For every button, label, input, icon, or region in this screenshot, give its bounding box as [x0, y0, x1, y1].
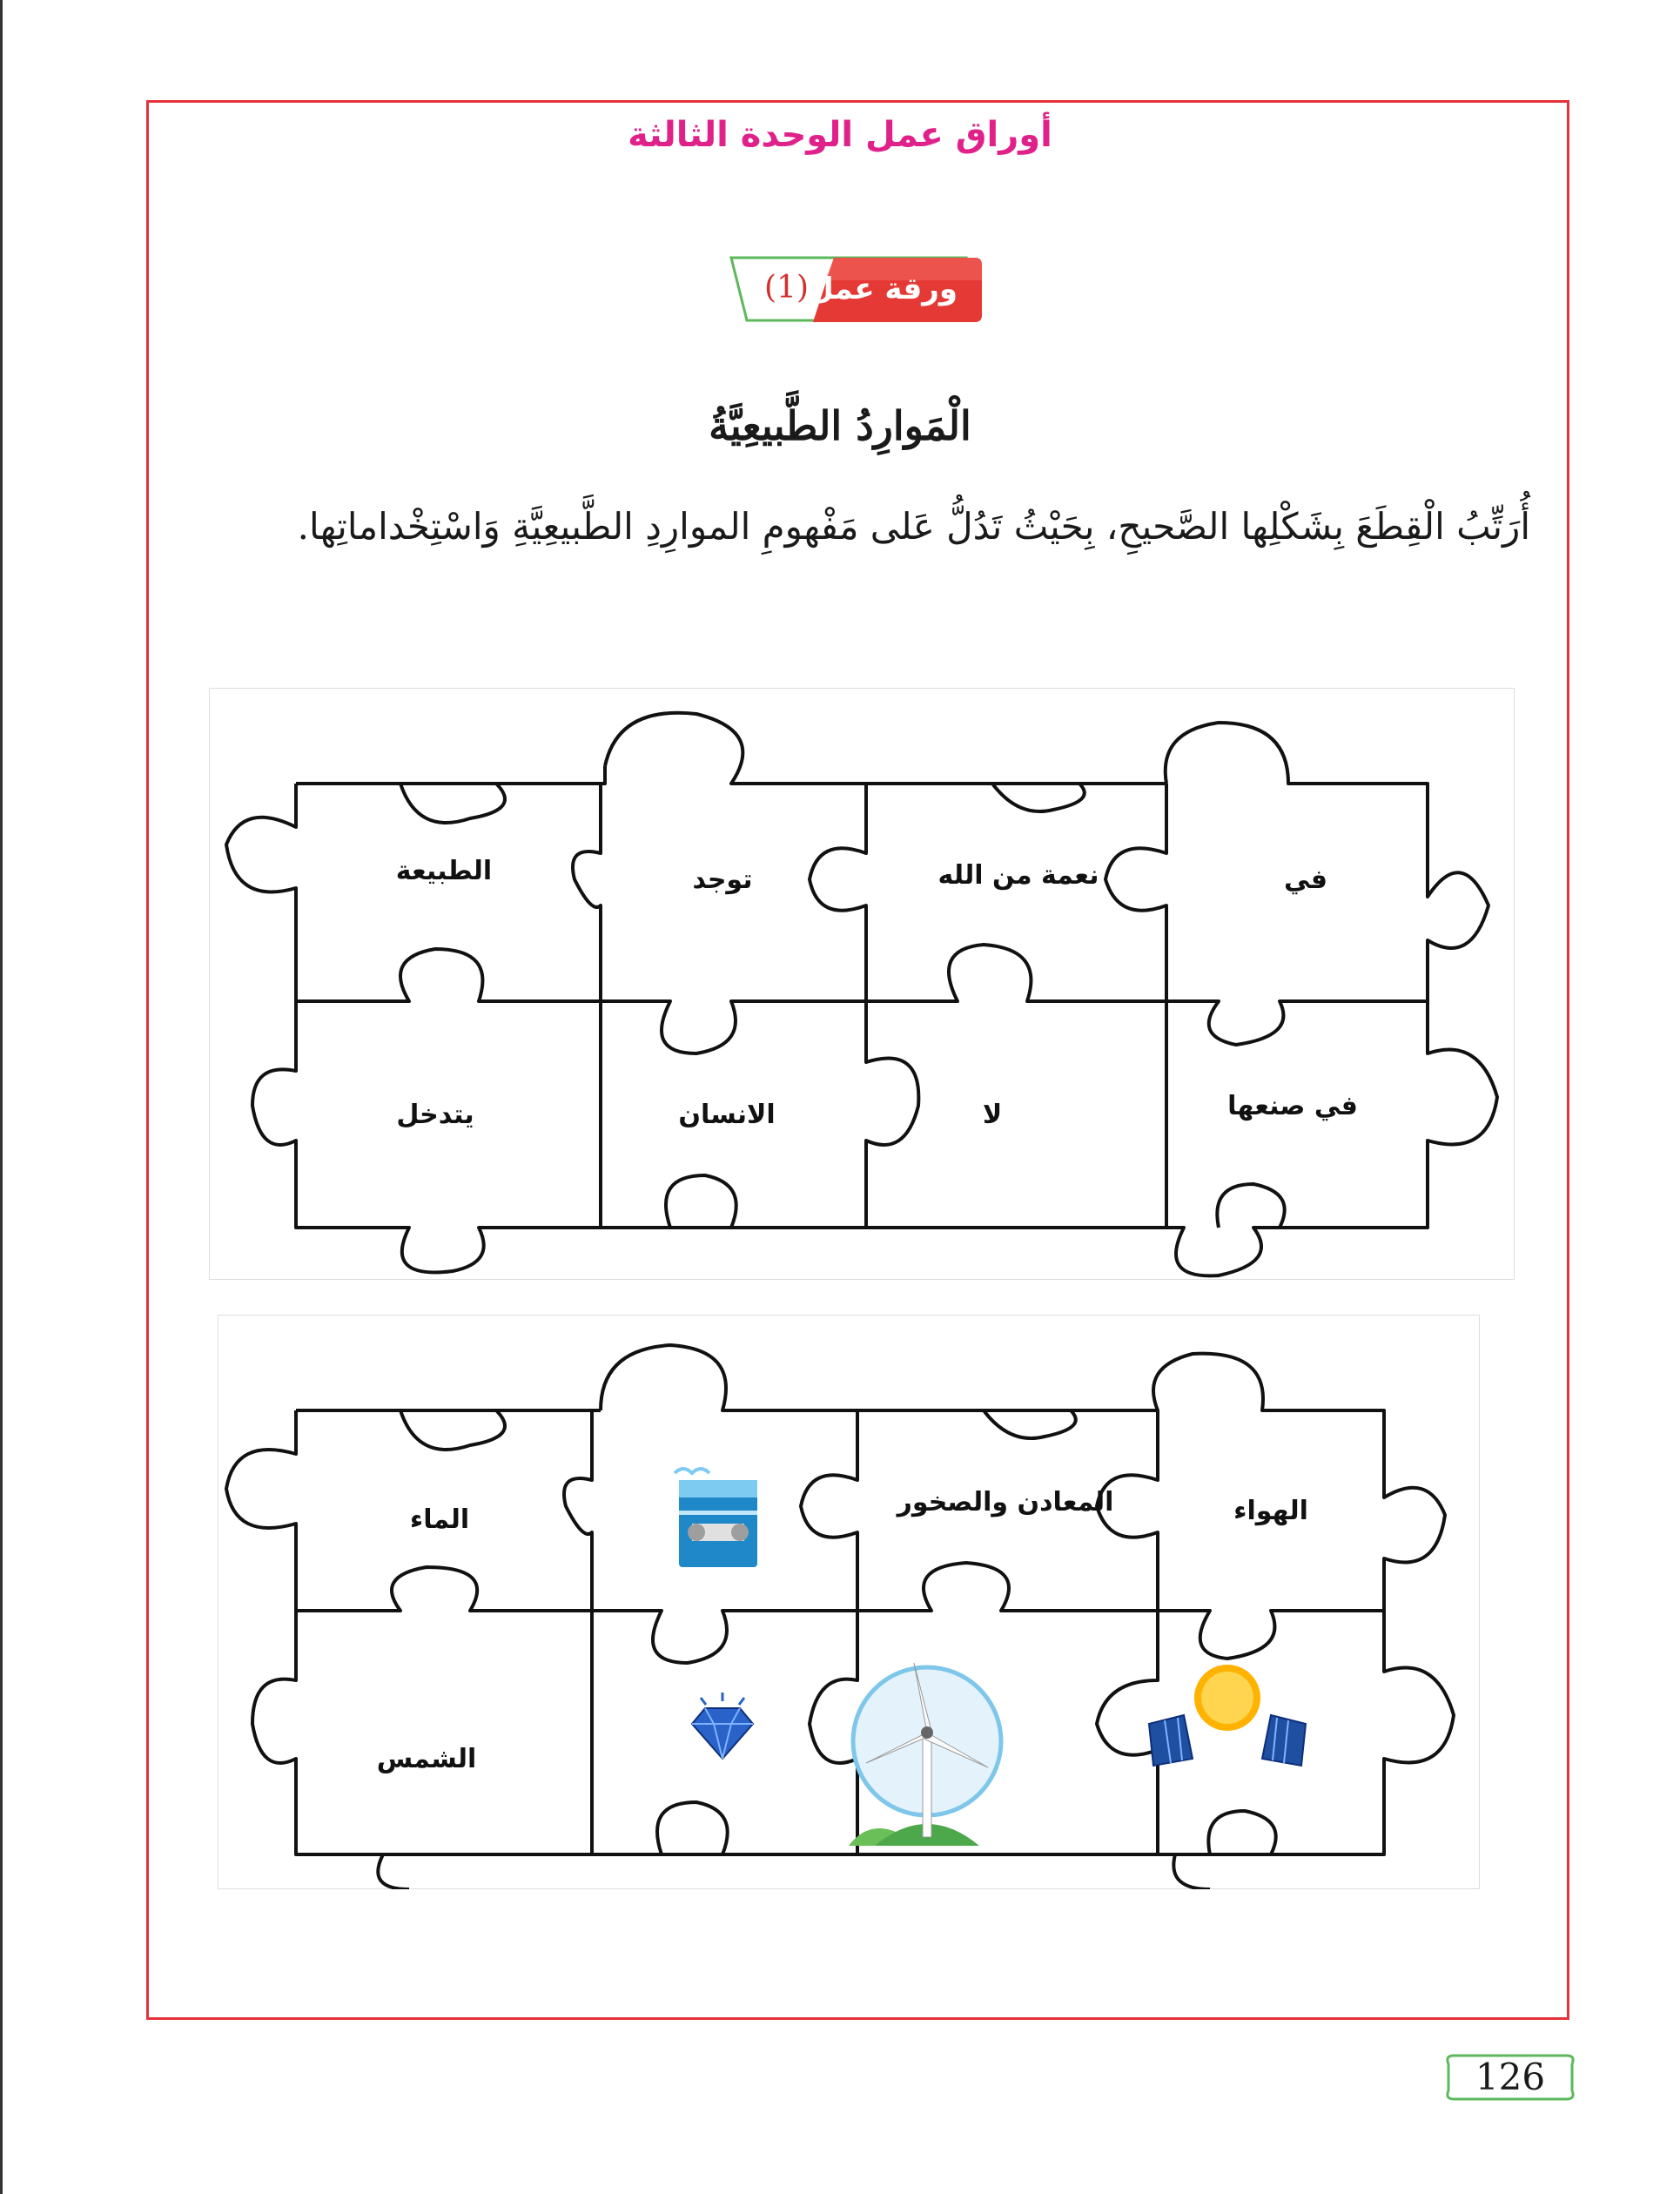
piece-word[interactable]: في [1284, 865, 1327, 895]
piece-word[interactable]: توجد [692, 865, 753, 895]
piece-word[interactable]: الشمس [376, 1744, 477, 1774]
piece-word[interactable]: يتدخل [396, 1100, 474, 1130]
piece-word[interactable]: الهواء [1233, 1496, 1308, 1526]
piece-word[interactable]: الانسان [678, 1100, 776, 1130]
worksheet-badge [729, 254, 984, 326]
piece-word[interactable]: في صنعها [1227, 1091, 1358, 1121]
unit-title: أوراق عمل الوحدة الثالثة [628, 115, 1052, 155]
puzzle-resources [218, 1315, 1480, 1889]
topic-title: الْمَوارِدُ الطَّبيعِيَّةُ [709, 402, 971, 449]
piece-word[interactable]: نعمة من الله [937, 860, 1099, 891]
page-number: 126 [1475, 2056, 1546, 2098]
piece-word[interactable]: الماء [409, 1504, 470, 1535]
puzzle-words [209, 688, 1515, 1280]
piece-word[interactable]: الطبيعة [395, 856, 493, 886]
page-left-edge [0, 0, 3, 2194]
page-number-box [1445, 2052, 1576, 2103]
worksheet-number: (1) [764, 270, 809, 306]
worksheet-label: ورقة عمل [808, 272, 958, 306]
water-dam-icon[interactable] [675, 1469, 757, 1567]
piece-word[interactable]: المعادن والصخور [897, 1487, 1114, 1518]
piece-word[interactable]: لا [982, 1100, 1003, 1130]
instruction-text: أُرَتِّبُ الْقِطَعَ بِشَكْلِها الصَّحيحِ، بِحَيْثُ تَدُلُّ عَلى مَفْهومِ الموارِدِ الطَّبيعِيَّةِ وَاسْتِخْداماتِها. [297, 505, 1530, 548]
